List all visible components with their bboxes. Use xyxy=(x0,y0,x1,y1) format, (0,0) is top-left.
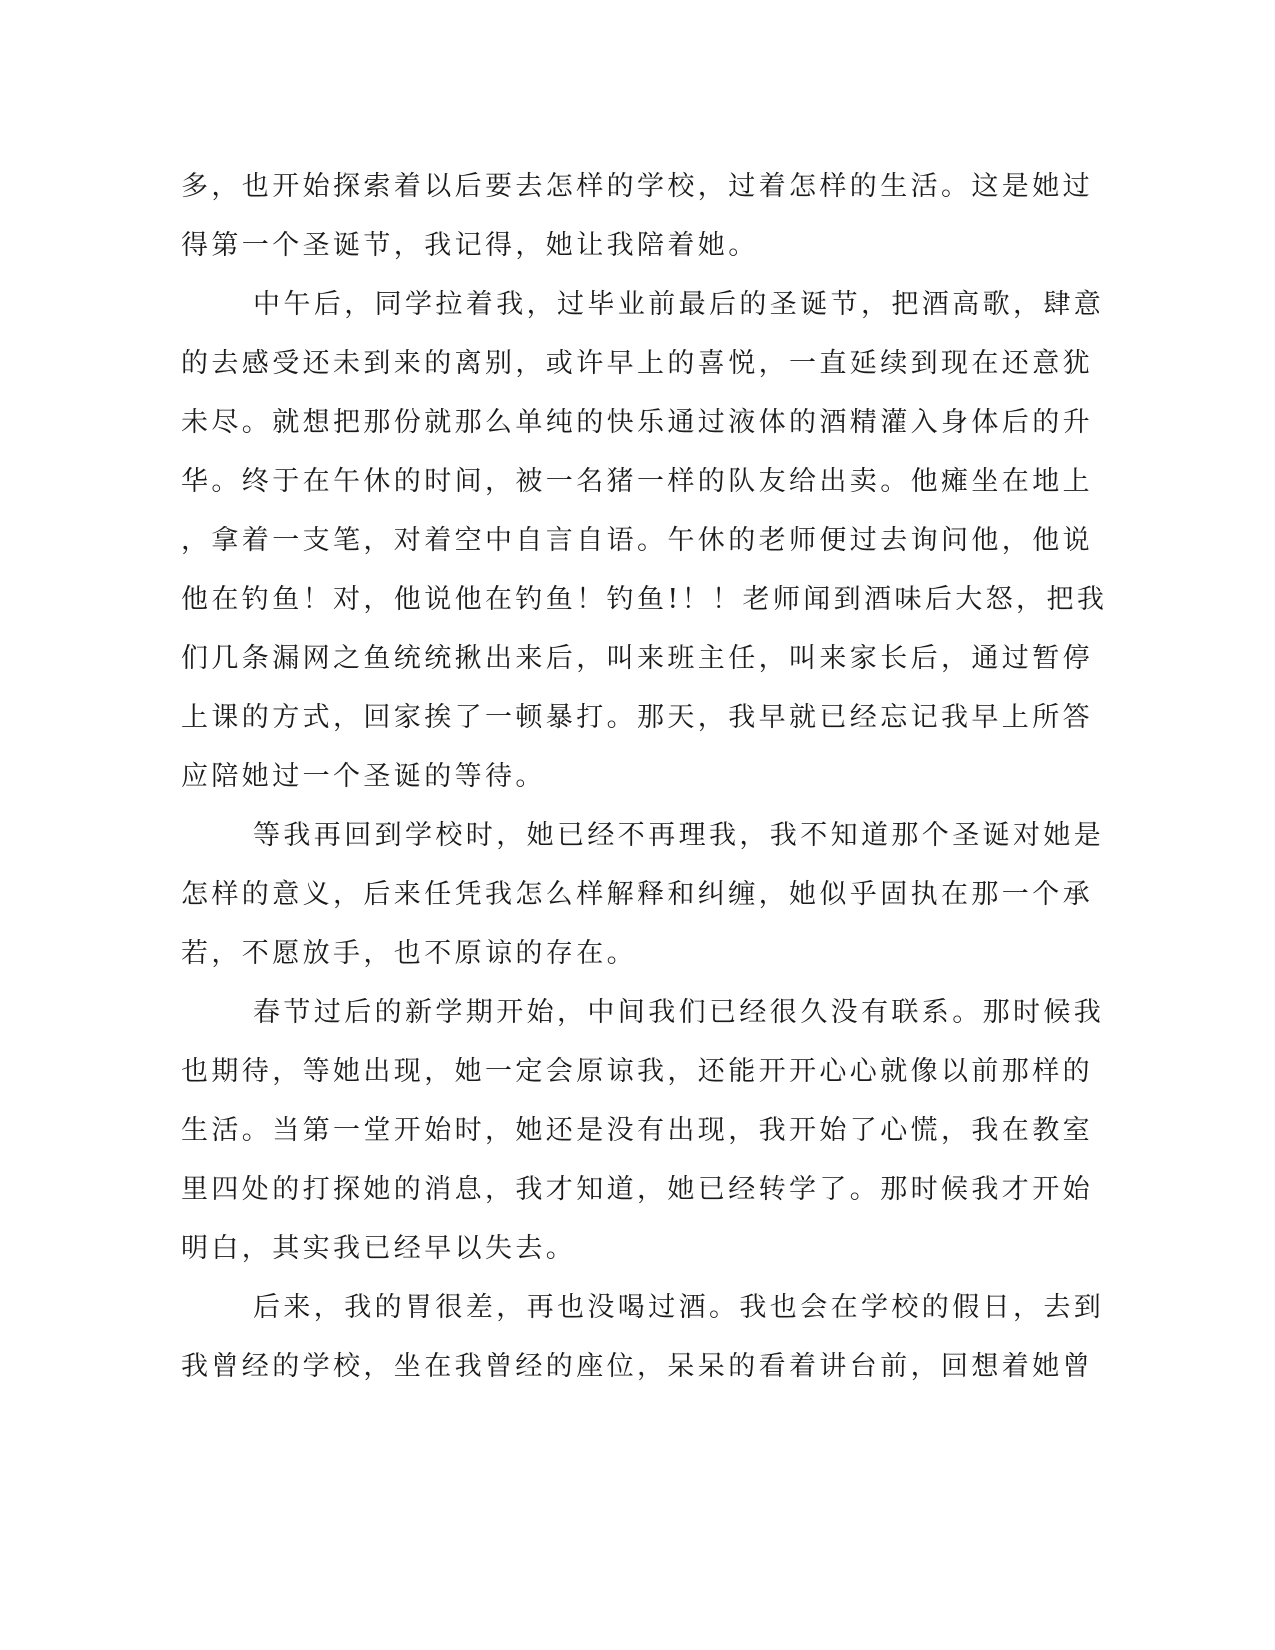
text-line: 上课的方式，回家挨了一顿暴打。那天，我早就已经忘记我早上所答 xyxy=(181,702,1093,733)
text-line: 们几条漏网之鱼统统揪出来后，叫来班主任，叫来家长后，通过暂停 xyxy=(181,643,1093,674)
text-line: 得第一个圣诞节，我记得，她让我陪着她。 xyxy=(181,230,759,261)
paragraph-4 xyxy=(181,983,1105,1278)
text-line: 明白，其实我已经早以失去。 xyxy=(181,1233,577,1264)
text-line: 未尽。就想把那份就那么单纯的快乐通过液体的酒精灌入身体后的升 xyxy=(181,407,1093,438)
text-line: 多，也开始探索着以后要去怎样的学校，过着怎样的生活。这是她过 xyxy=(181,171,1093,202)
body-text xyxy=(181,157,1108,1396)
text-line: 也期待，等她出现，她一定会原谅我，还能开开心心就像以前那样的 xyxy=(181,1056,1093,1087)
text-line: 春节过后的新学期开始，中间我们已经很久没有联系。那时候我 xyxy=(253,997,1105,1028)
paragraph-1 xyxy=(181,157,1093,275)
text-line: 里四处的打探她的消息，我才知道，她已经转学了。那时候我才开始 xyxy=(181,1174,1093,1205)
text-line: 若，不愿放手，也不原谅的存在。 xyxy=(181,938,637,969)
paragraph-3 xyxy=(181,806,1105,983)
text-line: 后来，我的胃很差，再也没喝过酒。我也会在学校的假日，去到 xyxy=(253,1292,1105,1323)
text-line: 的去感受还未到来的离别，或许早上的喜悦，一直延续到现在还意犹 xyxy=(181,348,1093,379)
paragraph-2 xyxy=(181,275,1108,806)
text-line: 中午后，同学拉着我，过毕业前最后的圣诞节，把酒高歌，肆意 xyxy=(253,289,1105,320)
text-line: 他在钓鱼！对，他说他在钓鱼！钓鱼!！！老师闻到酒味后大怒，把我 xyxy=(181,584,1108,615)
text-line: 等我再回到学校时，她已经不再理我，我不知道那个圣诞对她是 xyxy=(253,820,1105,851)
text-line: ，拿着一支笔，对着空中自言自语。午休的老师便过去询问他，他说 xyxy=(181,525,1093,556)
text-line: 我曾经的学校，坐在我曾经的座位，呆呆的看着讲台前，回想着她曾 xyxy=(181,1351,1093,1382)
text-line: 生活。当第一堂开始时，她还是没有出现，我开始了心慌，我在教室 xyxy=(181,1115,1093,1146)
text-line: 应陪她过一个圣诞的等待。 xyxy=(181,761,546,792)
text-line: 华。终于在午休的时间，被一名猪一样的队友给出卖。他瘫坐在地上 xyxy=(181,466,1093,497)
paragraph-5 xyxy=(181,1278,1105,1396)
text-line: 怎样的意义，后来任凭我怎么样解释和纠缠，她似乎固执在那一个承 xyxy=(181,879,1093,910)
